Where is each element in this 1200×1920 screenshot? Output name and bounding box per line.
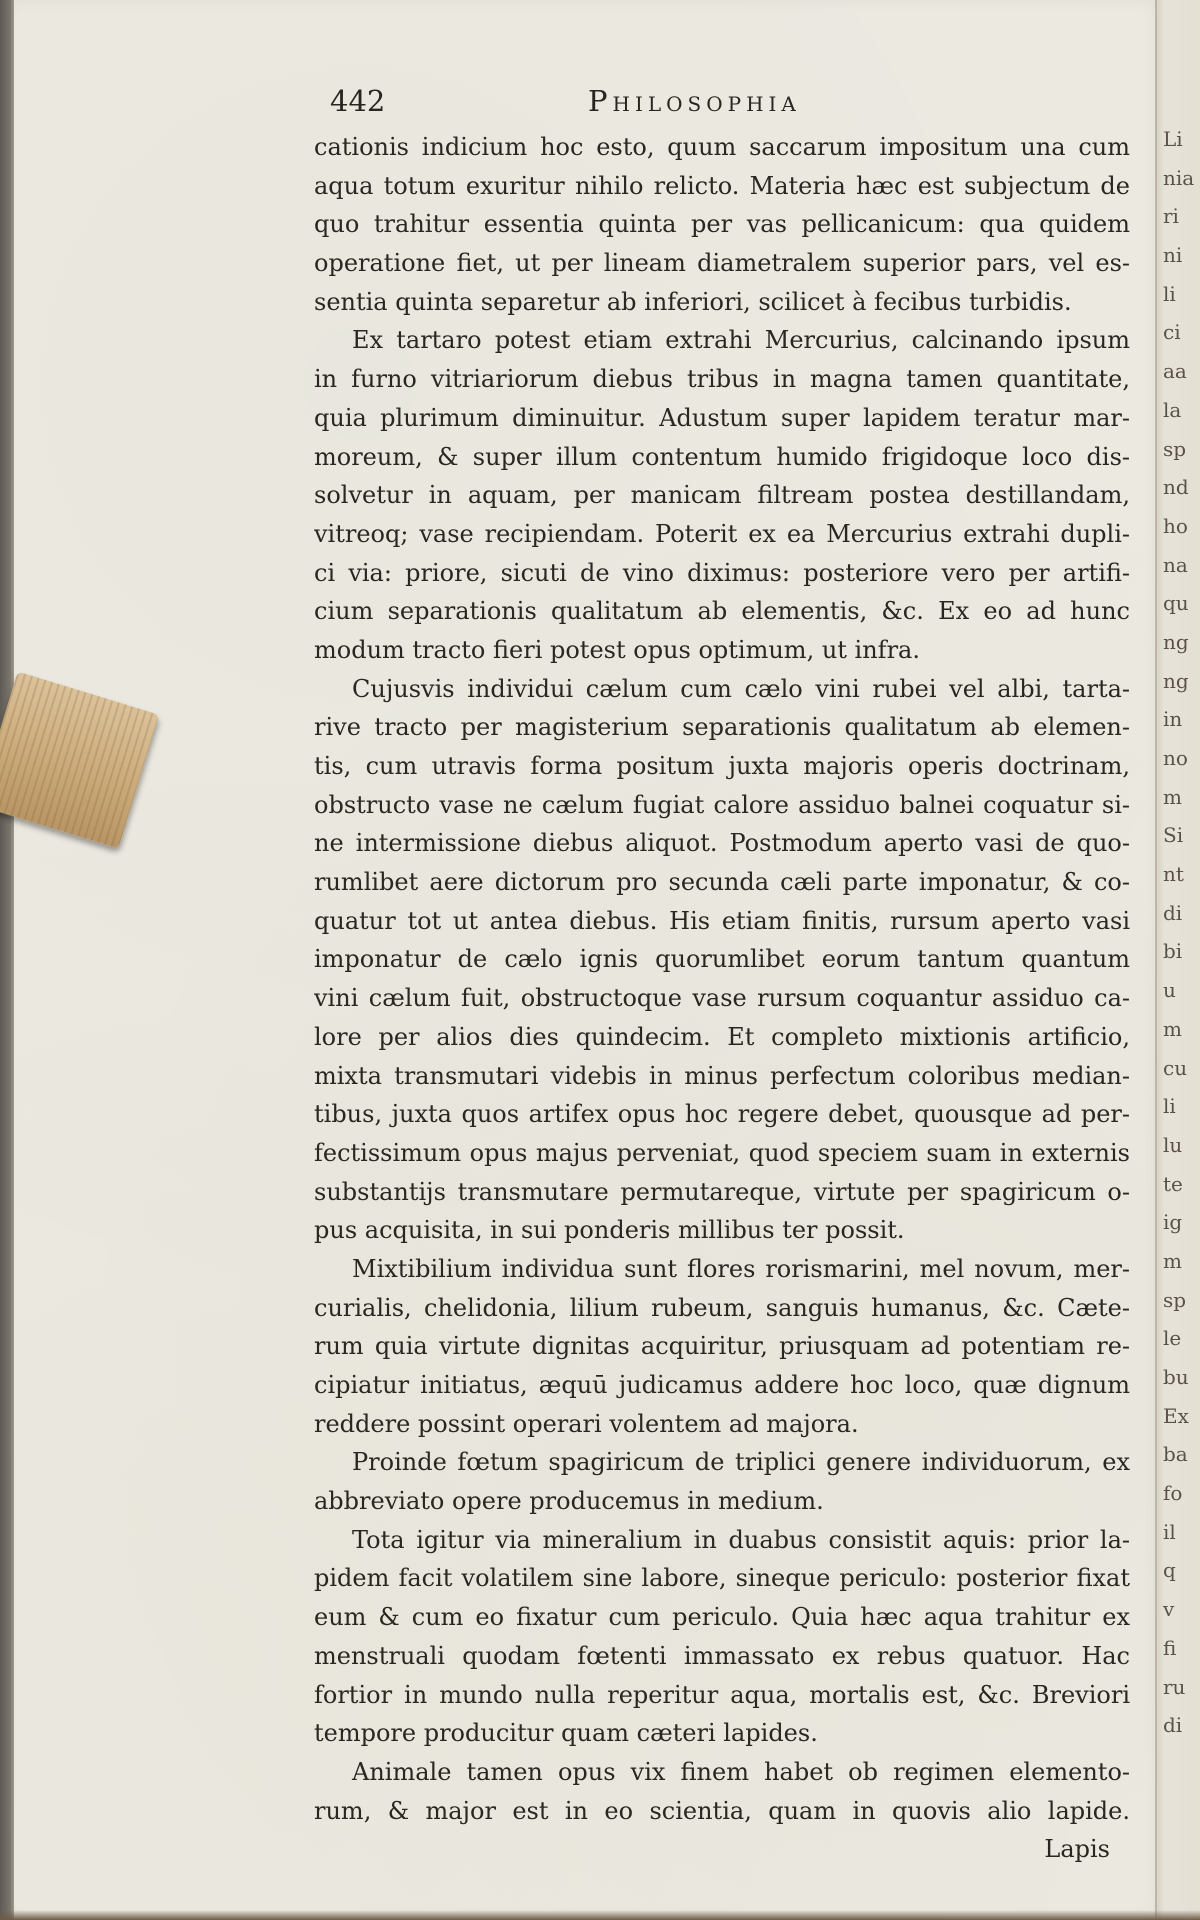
- text-line: tibus, juxta quos artifex opus hoc regere debet, quousque ad per-: [314, 1100, 1130, 1129]
- facing-text-fragment: Si: [1163, 823, 1184, 848]
- facing-text-fragment: li: [1163, 1094, 1176, 1119]
- facing-text-fragment: il: [1163, 1519, 1176, 1544]
- wooden-bookmark: [0, 671, 159, 848]
- facing-text-fragment: qu: [1163, 591, 1189, 616]
- catchword: Lapis: [1044, 1835, 1110, 1864]
- body-text: [314, 128, 1130, 1869]
- facing-text-fragment: in: [1163, 707, 1183, 732]
- text-line: Animale tamen opus vix finem habet ob regimen elemento-: [352, 1757, 1130, 1786]
- text-line: lore per alios dies quindecim. Et completo mixtionis artificio,: [314, 1022, 1130, 1051]
- text-line: Cujusvis individui cælum cum cælo vini rubei vel albi, tarta-: [352, 674, 1130, 703]
- facing-text-fragment: le: [1163, 1326, 1182, 1351]
- text-line: ci via: priore, sicuti de vino diximus: posteriore vero per artifi-: [314, 558, 1130, 587]
- running-head: Philosophia: [588, 84, 801, 118]
- facing-text-fragment: ba: [1163, 1442, 1188, 1467]
- facing-text-fragment: lu: [1163, 1132, 1183, 1157]
- facing-text-fragment: Ex: [1163, 1403, 1189, 1428]
- facing-text-fragment: ho: [1163, 513, 1188, 538]
- text-line: aqua totum exuritur nihilo relicto. Materia hæc est subjectum de: [314, 171, 1130, 200]
- facing-text-fragment: u: [1163, 978, 1176, 1003]
- text-line: in furno vitriariorum diebus tribus in magna tamen quantitate,: [314, 365, 1130, 394]
- text-line: fortior in mundo nulla reperitur aqua, mortalis est, &c. Breviori: [314, 1680, 1130, 1709]
- facing-text-fragment: ri: [1163, 204, 1179, 229]
- text-line: obstructo vase ne cælum fugiat calore assiduo balnei coquatur si-: [314, 790, 1130, 819]
- facing-text-fragment: fo: [1163, 1481, 1183, 1506]
- facing-text-fragment: nia: [1163, 165, 1195, 190]
- facing-text-fragment: di: [1163, 900, 1183, 925]
- text-line: mixta transmutari videbis in minus perfectum coloribus median-: [314, 1061, 1130, 1090]
- facing-text-fragment: ci: [1163, 320, 1181, 345]
- facing-page-text: [1163, 120, 1194, 1745]
- facing-text-fragment: ru: [1163, 1674, 1186, 1699]
- facing-text-fragment: Li: [1163, 127, 1183, 151]
- page-bottom-edge: [0, 1910, 1200, 1920]
- facing-text-fragment: na: [1163, 552, 1188, 577]
- text-line: fectissimum opus majus perveniat, quod speciem suam in externis: [314, 1138, 1130, 1167]
- facing-text-fragment: no: [1163, 746, 1188, 770]
- facing-text-fragment: ig: [1163, 1210, 1183, 1235]
- text-line: rive tracto per magisterium separationis qualitatum ab elemen-: [314, 713, 1130, 742]
- text-line: menstruali quodam fœtenti immassato ex rebus quatuor. Hac: [314, 1641, 1130, 1670]
- text-line: substantijs transmutare permutareque, virtute per spagiricum o-: [314, 1177, 1130, 1206]
- facing-text-fragment: aa: [1163, 359, 1187, 384]
- text-line: rum, & major est in eo scientia, quam in quovis alio lapide.: [314, 1796, 1130, 1825]
- page-number: 442: [330, 84, 386, 118]
- facing-text-fragment: cu: [1163, 1055, 1188, 1080]
- book-page: [14, 0, 1164, 1920]
- text-line: cationis indicium hoc esto, quum saccarum impositum una cum: [314, 133, 1130, 161]
- text-line: curialis, chelidonia, lilium rubeum, sanguis humanus, &c. Cæte-: [314, 1293, 1130, 1322]
- text-line: Ex tartaro potest etiam extrahi Mercurius, calcinando ipsum: [352, 326, 1130, 355]
- text-line: solvetur in aquam, per manicam filtream postea destillandam,: [314, 481, 1130, 510]
- text-line: modum tracto fieri potest opus optimum, ut infra.: [314, 635, 920, 664]
- page-header: [330, 84, 1130, 124]
- facing-text-fragment: ng: [1163, 629, 1189, 654]
- facing-page-edge: [1155, 0, 1200, 1920]
- text-line: vini cælum fuit, obstructoque vase rursum coquantur assiduo ca-: [314, 984, 1130, 1013]
- facing-text-fragment: m: [1163, 1016, 1182, 1041]
- text-line: Proinde fœtum spagiricum de triplici genere individuorum, ex: [352, 1448, 1130, 1477]
- text-line: tis, cum utravis forma positum juxta majoris operis doctrinam,: [314, 752, 1130, 780]
- facing-text-fragment: q: [1163, 1558, 1176, 1583]
- facing-text-fragment: sp: [1163, 436, 1187, 461]
- facing-text-fragment: nd: [1163, 475, 1189, 500]
- text-line: Tota igitur via mineralium in duabus consistit aquis: prior la-: [352, 1525, 1130, 1554]
- facing-text-fragment: m: [1163, 784, 1182, 809]
- text-line: cipiatur initiatus, æquū judicamus addere hoc loco, quæ dignum: [314, 1371, 1130, 1399]
- text-line: operatione fiet, ut per lineam diametralem superior pars, vel es-: [314, 249, 1130, 278]
- text-line: sentia quinta separetur ab inferiori, scilicet à fecibus turbidis.: [314, 287, 1072, 316]
- facing-text-fragment: m: [1163, 1248, 1182, 1273]
- facing-text-fragment: v: [1163, 1597, 1175, 1622]
- text-line: abbreviato opere producemus in medium.: [314, 1487, 824, 1516]
- text-line: quia plurimum diminuitur. Adustum super lapidem teratur mar-: [314, 403, 1130, 432]
- facing-text-fragment: li: [1163, 281, 1176, 306]
- text-line: tempore producitur quam cæteri lapides.: [314, 1719, 818, 1748]
- text-line: rumlibet aere dictorum pro secunda cæli parte imponatur, & co-: [314, 868, 1130, 897]
- text-line: ne intermissione diebus aliquot. Postmodum aperto vasi de quo-: [314, 829, 1130, 858]
- facing-text-fragment: fi: [1163, 1635, 1177, 1660]
- text-line: imponatur de cælo ignis quorumlibet eorum tantum quantum: [314, 945, 1130, 974]
- facing-text-fragment: sp: [1163, 1287, 1187, 1312]
- facing-text-fragment: di: [1163, 1713, 1183, 1738]
- text-line: quatur tot ut antea diebus. His etiam finitis, rursum aperto vasi: [314, 906, 1130, 935]
- facing-text-fragment: nt: [1163, 862, 1184, 887]
- text-line: pus acquisita, in sui ponderis millibus ter possit.: [314, 1216, 905, 1245]
- facing-text-fragment: bu: [1163, 1365, 1189, 1389]
- facing-text-fragment: ni: [1163, 243, 1183, 268]
- text-line: rum quia virtute dignitas acquiritur, priusquam ad potentiam re-: [314, 1332, 1130, 1361]
- text-line: pidem facit volatilem sine labore, sineque periculo: posterior fixat: [314, 1564, 1130, 1593]
- facing-text-fragment: ng: [1163, 668, 1189, 693]
- text-line: vitreoq; vase recipiendam. Poterit ex ea Mercurius extrahi dupli-: [314, 519, 1130, 548]
- facing-text-fragment: bi: [1163, 939, 1183, 964]
- text-line: quo trahitur essentia quinta per vas pellicanicum: qua quidem: [314, 210, 1130, 239]
- facing-text-fragment: la: [1163, 397, 1182, 422]
- text-line: cium separationis qualitatum ab elementis, &c. Ex eo ad hunc: [314, 597, 1130, 626]
- facing-text-fragment: te: [1163, 1171, 1183, 1196]
- text-line: Mixtibilium individua sunt flores rorismarini, mel novum, mer-: [352, 1254, 1130, 1283]
- text-line: eum & cum eo fixatur cum periculo. Quia hæc aqua trahitur ex: [314, 1603, 1130, 1632]
- text-line: reddere possint operari volentem ad majora.: [314, 1409, 859, 1438]
- text-line: moreum, & super illum contentum humido frigidoque loco dis-: [314, 442, 1130, 471]
